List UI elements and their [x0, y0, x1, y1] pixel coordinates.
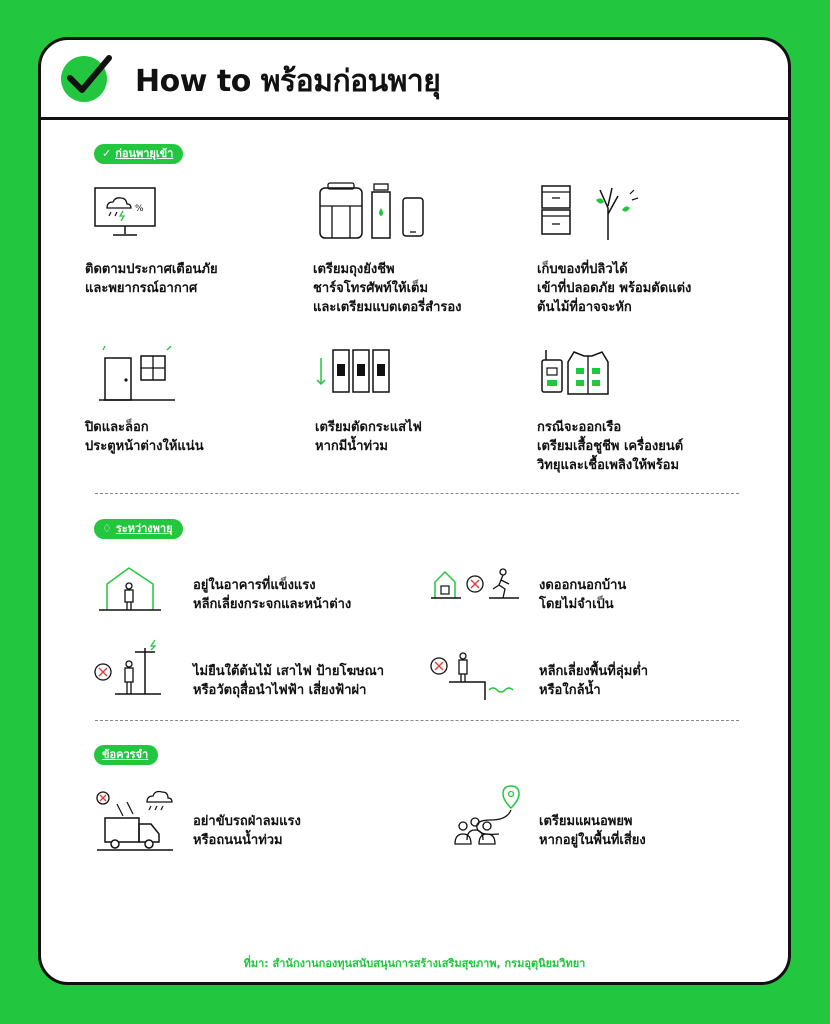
divider: [95, 493, 739, 494]
item-text: เก็บของที่ปลิวได้ เข้าที่ปลอดภัย พร้อมตัดแต่ง ต้นไม้ที่อาจจะหัก: [537, 262, 692, 315]
item-text: ปิดและล็อก ประตูหน้าต่างให้แน่น: [85, 420, 204, 454]
item-text: เตรียมตัดกระแสไฟ หากมีน้ำท่วม: [315, 420, 422, 454]
infographic-card: [38, 37, 791, 985]
item-text: เตรียมถุงยังชีพ ชาร์จโทรศัพท์ให้เต็ม และเตรียมแบตเตอรี่สำรอง: [313, 262, 462, 315]
item-text: อย่าขับรถฝ่าลมแรง หรือถนนน้ำท่วม: [193, 814, 301, 848]
header: [41, 40, 788, 120]
item-text: หลีกเลี่ยงพื้นที่ลุ่มต่ำ หรือใกล้น้ำ: [539, 664, 649, 698]
survival-bag-icon: [318, 180, 433, 242]
lowland-water-icon: [427, 650, 523, 702]
door-window-icon: [97, 344, 177, 402]
item-text: อยู่ในอาคารที่แข็งแรง หลีกเลี่ยงกระจกและหน้าต่าง: [193, 578, 352, 612]
section-label-during: ♢ ระหว่างพายุ: [94, 519, 183, 539]
power-pole-icon: [93, 638, 163, 698]
weather-monitor-icon: [93, 186, 161, 240]
item-text: กรณีจะออกเรือ เตรียมเสื้อชูชีพ เครื่องยนต์ วิทยุและเชื้อเพลิงให้พร้อม: [537, 420, 684, 473]
car-storm-icon: [93, 788, 177, 852]
house-shelter-icon: [97, 564, 163, 612]
item-text: งดออกนอกบ้าน โดยไม่จำเป็น: [539, 578, 627, 612]
stay-home-icon: [431, 566, 521, 602]
evacuation-plan-icon: [453, 784, 533, 850]
source-credit: ที่มา: สำนักงานกองทุนสนับสนุนการสร้างเสริมสุขภาพ, กรมอุตุนิยมวิทยา: [243, 957, 586, 970]
item-text: เตรียมแผนอพยพ หากอยู่ในพื้นที่เสี่ยง: [539, 814, 646, 848]
circuit-breaker-icon: [315, 346, 395, 396]
section-label-before: ✓ ก่อนพายุเข้า: [94, 144, 183, 164]
radio-lifejacket-icon: [538, 346, 624, 398]
checkmark-icon: ✓: [102, 147, 112, 160]
divider: [95, 720, 739, 721]
item-text: ไม่ยืนใต้ต้นไม้ เสาไฟ ป้ายโฆษณา หรือวัตถุสื่อนำไฟฟ้า เสี่ยงฟ้าผ่า: [193, 664, 385, 698]
section-label-remember: ข้อควรจำ: [94, 745, 158, 765]
storage-and-tree-icon: [538, 184, 642, 242]
svg-text:%: %: [135, 204, 144, 214]
check-icon: [61, 56, 107, 102]
item-text: ติดตามประกาศเตือนภัย และพยากรณ์อากาศ: [85, 262, 218, 296]
page-title: How to พร้อมก่อนพายุ: [135, 64, 441, 99]
siren-icon: ♢: [102, 522, 112, 535]
